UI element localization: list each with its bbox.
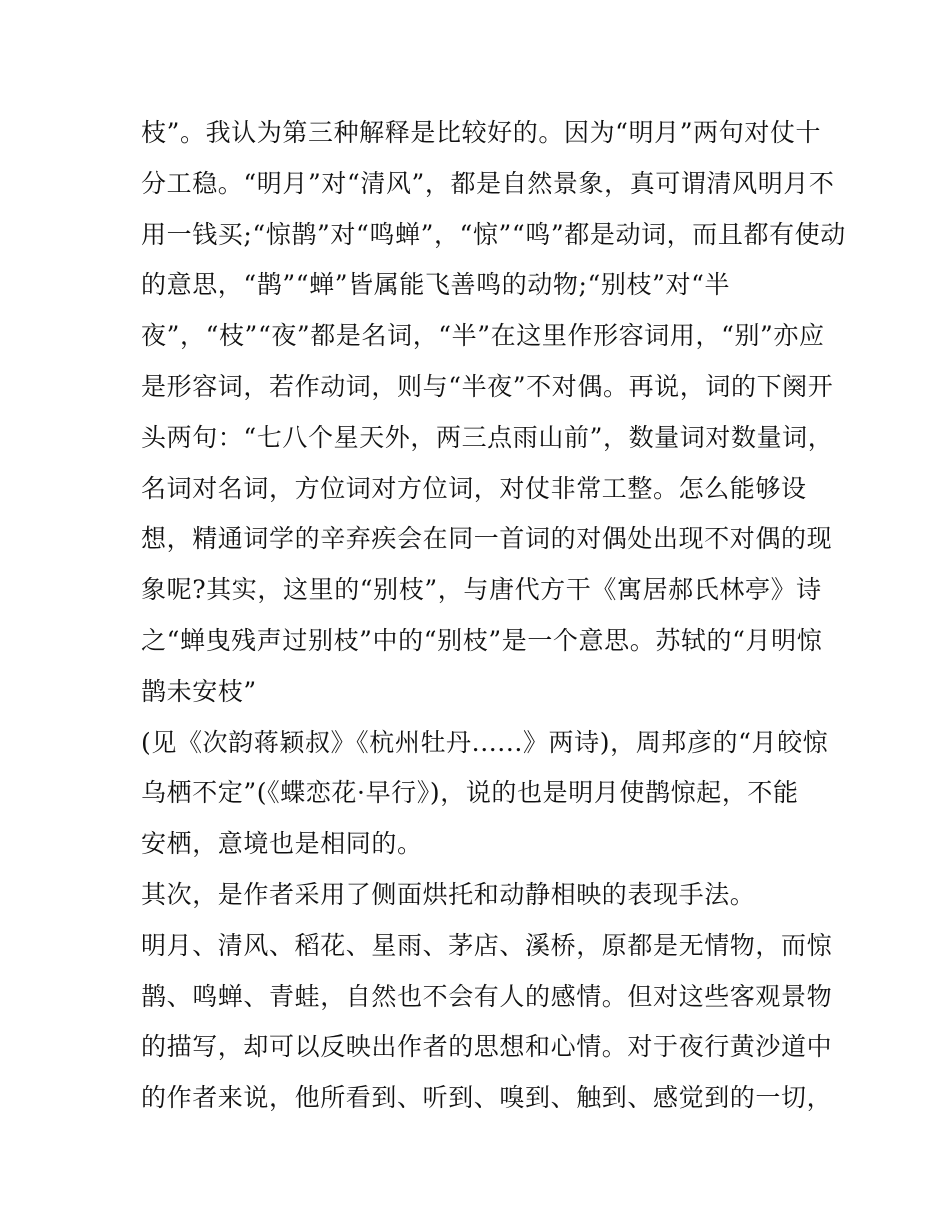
body-text — [141, 108, 846, 1124]
text-line: 名词对名词，方位词对方位词，对仗非常工整。怎么能够设 — [141, 473, 807, 503]
text-line: 用一钱买;“惊鹊”对“鸣蝉”，“惊”“鸣”都是动词，而且都有使动 — [141, 219, 846, 249]
text-line: 分工稳。“明月”对“清风”，都是自然景象，真可谓清风明月不 — [141, 168, 835, 198]
text-line: 之“蝉曳残声过别枝”中的“别枝”是一个意思。苏轼的“月明惊 — [141, 625, 823, 655]
text-line: 的意思，“鹊”“蝉”皆属能飞善鸣的动物;“别枝”对“半 — [141, 270, 731, 300]
text-line: 安栖，意境也是相同的。 — [141, 829, 423, 859]
text-line: 的描写，却可以反映出作者的思想和心情。对于夜行黄沙道中 — [141, 1032, 833, 1062]
text-line: 鹊、鸣蝉、青蛙，自然也不会有人的感情。但对这些客观景物 — [141, 981, 833, 1011]
text-line: 夜”，“枝”“夜”都是名词，“半”在这里作形容词用，“别”亦应 — [141, 321, 825, 351]
text-line: (见《次韵蒋颖叔》《杭州牡丹......》两诗)，周邦彦的“月皎惊 — [141, 727, 829, 757]
text-line: 明月、清风、稻花、星雨、茅店、溪桥，原都是无情物，而惊 — [141, 930, 833, 960]
text-line: 其次，是作者采用了侧面烘托和动静相映的表现手法。 — [141, 879, 756, 909]
text-line: 鹊未安枝” — [141, 676, 257, 706]
text-line: 枝”。我认为第三种解释是比较好的。因为“明月”两句对仗十 — [141, 118, 822, 147]
text-line: 头两句：“七八个星天外，两三点雨山前”，数量词对数量词， — [141, 422, 834, 452]
text-line: 想，精通词学的辛弃疾会在同一首词的对偶处出现不对偶的现 — [141, 524, 833, 554]
text-line: 乌栖不定”(《蝶恋花·早行》)，说的也是明月使鹊惊起，不能 — [141, 778, 799, 808]
text-line: 的作者来说，他所看到、听到、嗅到、触到、感觉到的一切， — [141, 1083, 833, 1113]
text-line: 是形容词，若作动词，则与“半夜”不对偶。再说，词的下阕开 — [141, 371, 834, 401]
text-line: 象呢?其实，这里的“别枝”，与唐代方干《寓居郝氏林亭》诗 — [141, 575, 822, 605]
